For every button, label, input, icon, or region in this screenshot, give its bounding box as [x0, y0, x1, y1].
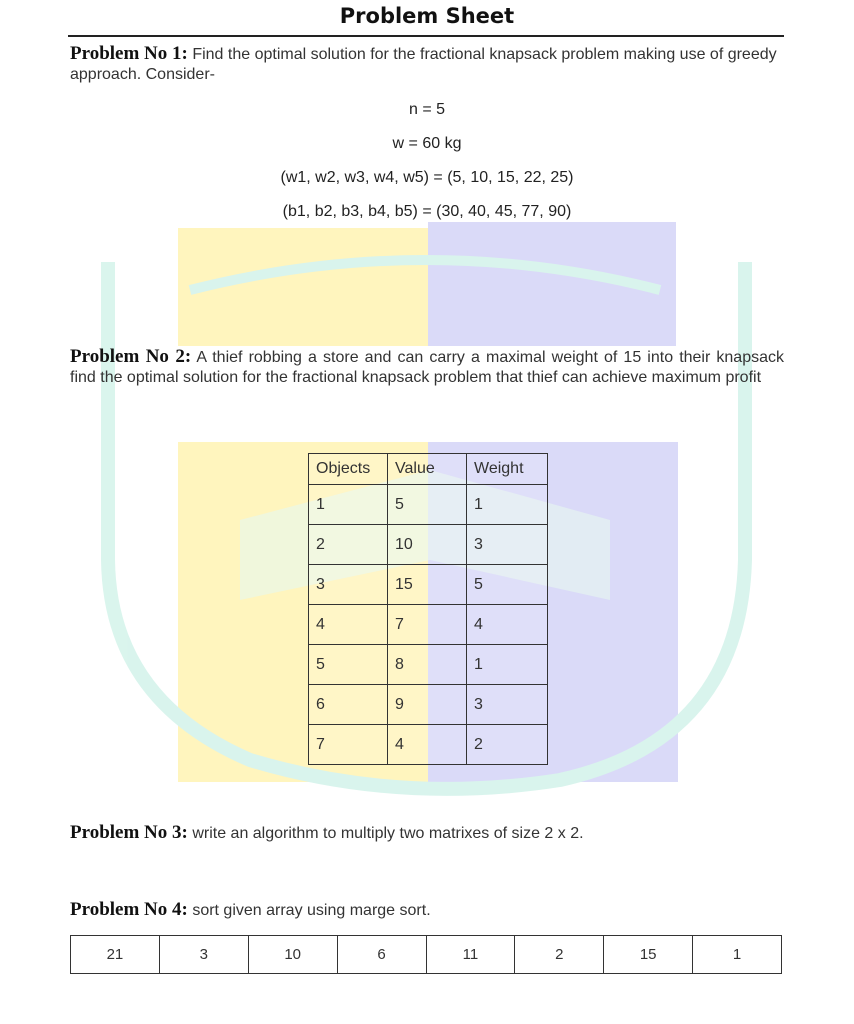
array-row — [71, 936, 782, 974]
table-header-row — [309, 454, 548, 485]
cell-weight: 1 — [467, 485, 548, 525]
header-weight: Weight — [467, 454, 548, 485]
cell-value: 5 — [388, 485, 467, 525]
given-weights: (w1, w2, w3, w4, w5) = (5, 10, 15, 22, 25) — [280, 169, 574, 186]
cell-object: 2 — [309, 525, 388, 565]
problem-3 — [70, 823, 784, 844]
problem-1-heading: Problem No 1: — [70, 43, 188, 64]
cell-object: 1 — [309, 485, 388, 525]
title-divider — [68, 35, 784, 37]
cell-weight: 3 — [467, 525, 548, 565]
cell-object: 4 — [309, 605, 388, 645]
cell-weight: 1 — [467, 645, 548, 685]
table-row — [309, 485, 548, 525]
problem-2 — [70, 347, 784, 388]
cell-value: 7 — [388, 605, 467, 645]
objects-table — [308, 453, 548, 765]
table-row — [309, 525, 548, 565]
problem-3-text: write an algorithm to multiply two matrixes of size 2 x 2. — [192, 825, 584, 842]
header-value: Value — [388, 454, 467, 485]
array-cell: 15 — [604, 936, 693, 974]
table-row — [309, 685, 548, 725]
problem-1-text: Find the optimal solution for the fractional knapsack problem making use of greedy approach. Consider- — [70, 46, 777, 83]
problem-1 — [70, 44, 784, 85]
problem-4 — [70, 900, 784, 921]
cell-weight: 4 — [467, 605, 548, 645]
header-objects: Objects — [309, 454, 388, 485]
problem-2-heading: Problem No 2: — [70, 346, 192, 367]
problem-4-heading: Problem No 4: — [70, 899, 188, 920]
array-cell: 2 — [515, 936, 604, 974]
table-row — [309, 605, 548, 645]
problem-4-text: sort given array using marge sort. — [192, 902, 431, 919]
given-benefits: (b1, b2, b3, b4, b5) = (30, 40, 45, 77, 90) — [282, 203, 572, 220]
cell-value: 9 — [388, 685, 467, 725]
given-n: n = 5 — [408, 101, 446, 118]
cell-object: 7 — [309, 725, 388, 765]
cell-object: 6 — [309, 685, 388, 725]
cell-weight: 5 — [467, 565, 548, 605]
given-capacity: w = 60 kg — [392, 135, 462, 152]
cell-value: 8 — [388, 645, 467, 685]
problem-3-heading: Problem No 3: — [70, 822, 188, 843]
table-row — [309, 645, 548, 685]
cell-weight: 3 — [467, 685, 548, 725]
problem-2-text: A thief robbing a store and can carry a maximal weight of 15 into their knapsack find the optimal solution for the fractional knapsack problem that thief can achieve maximum profit — [70, 349, 785, 386]
array-cell: 21 — [71, 936, 160, 974]
array-cell: 6 — [337, 936, 426, 974]
page-title: Problem Sheet — [339, 4, 515, 28]
cell-value: 15 — [388, 565, 467, 605]
array-cell: 1 — [693, 936, 782, 974]
table-row — [309, 725, 548, 765]
array-table — [70, 935, 782, 974]
table-row — [309, 565, 548, 605]
cell-weight: 2 — [467, 725, 548, 765]
cell-value: 4 — [388, 725, 467, 765]
cell-value: 10 — [388, 525, 467, 565]
cell-object: 5 — [309, 645, 388, 685]
array-cell: 10 — [248, 936, 337, 974]
array-cell: 3 — [159, 936, 248, 974]
cell-object: 3 — [309, 565, 388, 605]
array-cell: 11 — [426, 936, 515, 974]
